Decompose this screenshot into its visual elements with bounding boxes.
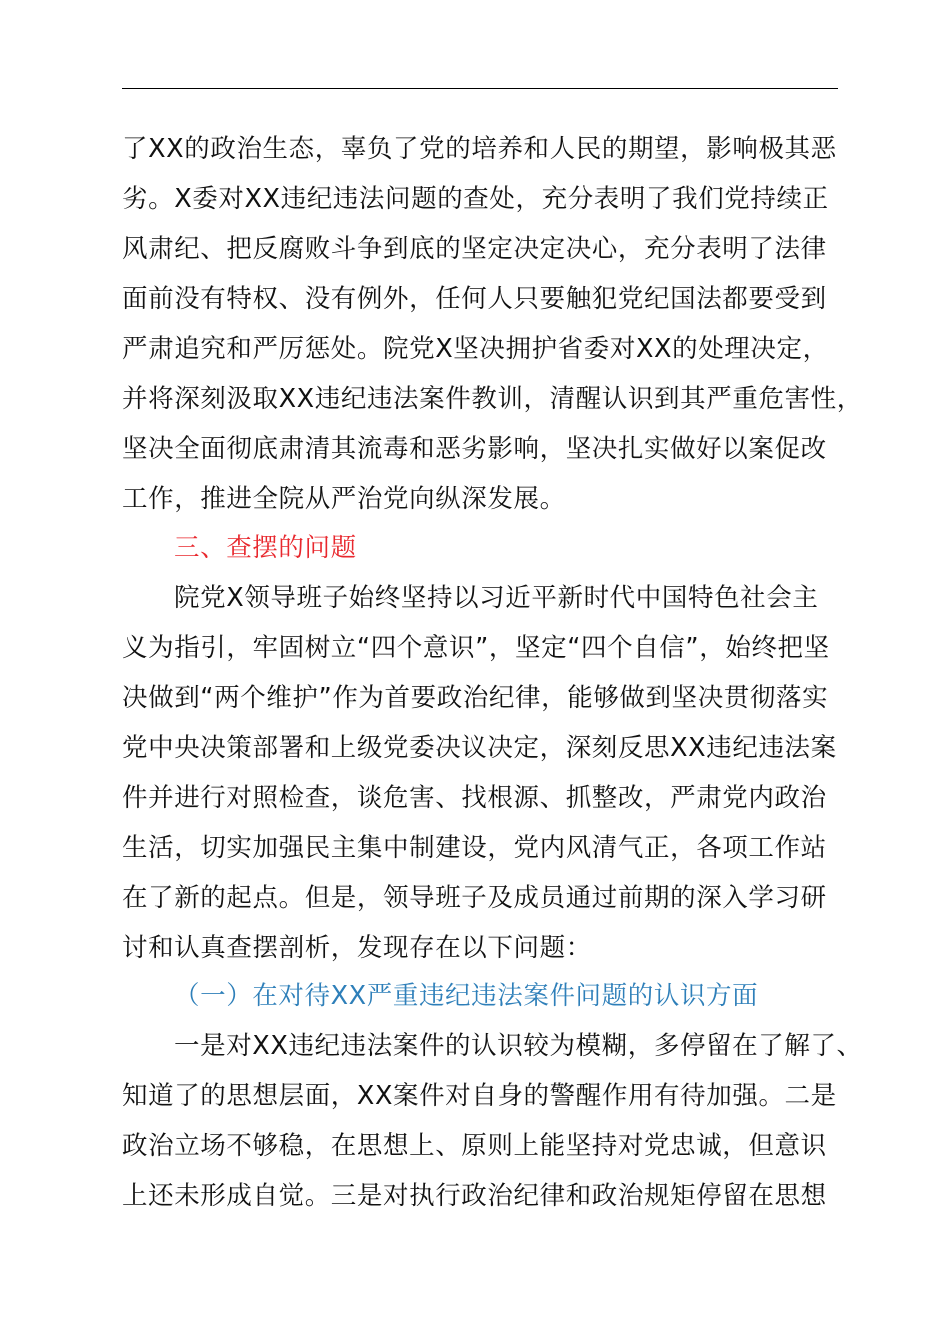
body-text-line: 义为指引，牢固树立“四个意识”，坚定“四个自信”，始终把坚 xyxy=(122,633,830,663)
body-text-line: 生活，切实加强民主集中制建设，党内风清气正，各项工作站 xyxy=(122,833,827,863)
header-rule xyxy=(122,88,838,89)
body-text-line: 风肃纪、把反腐败斗争到底的坚定决定决心，充分表明了法律 xyxy=(122,234,827,264)
paragraph-first-line: 一是对XX违纪违法案件的认识较为模糊，多停留在了解了、 xyxy=(174,1031,863,1061)
subsection-heading: （一）在对待XX严重违纪违法案件问题的认识方面 xyxy=(174,981,759,1011)
paragraph-first-line: 院党X领导班子始终坚持以习近平新时代中国特色社会主 xyxy=(174,583,819,613)
body-text-line: 面前没有特权、没有例外，任何人只要触犯党纪国法都要受到 xyxy=(122,284,827,314)
body-text-line: 上还未形成自觉。三是对执行政治纪律和政治规矩停留在思想 xyxy=(122,1181,827,1211)
body-text-line: 讨和认真查摆剖析，发现存在以下问题： xyxy=(122,933,592,963)
body-text-line: 件并进行对照检查，谈危害、找根源、抓整改，严肃党内政治 xyxy=(122,783,827,813)
body-text-line: 并将深刻汲取XX违纪违法案件教训，清醒认识到其严重危害性， xyxy=(122,384,863,414)
body-text-line: 工作，推进全院从严治党向纵深发展。 xyxy=(122,484,566,514)
body-text-line: 了XX的政治生态，辜负了党的培养和人民的期望，影响极其恶 xyxy=(122,134,837,164)
body-text-line: 知道了的思想层面，XX案件对自身的警醒作用有待加强。二是 xyxy=(122,1081,837,1111)
section-heading: 三、查摆的问题 xyxy=(174,533,357,563)
body-text-line: 劣。X委对XX违纪违法问题的查处，充分表明了我们党持续正 xyxy=(122,184,829,214)
body-text-line: 在了新的起点。但是，领导班子及成员通过前期的深入学习研 xyxy=(122,883,827,913)
body-text-line: 坚决全面彻底肃清其流毒和恶劣影响，坚决扎实做好以案促改 xyxy=(122,434,827,464)
body-text-line: 政治立场不够稳，在思想上、原则上能坚持对党忠诚，但意识 xyxy=(122,1131,827,1161)
body-text-line: 党中央决策部署和上级党委决议决定，深刻反思XX违纪违法案 xyxy=(122,733,837,763)
body-text-line: 决做到“两个维护”作为首要政治纪律，能够做到坚决贯彻落实 xyxy=(122,683,829,713)
body-text-line: 严肃追究和严厉惩处。院党X坚决拥护省委对XX的处理决定， xyxy=(122,334,829,364)
